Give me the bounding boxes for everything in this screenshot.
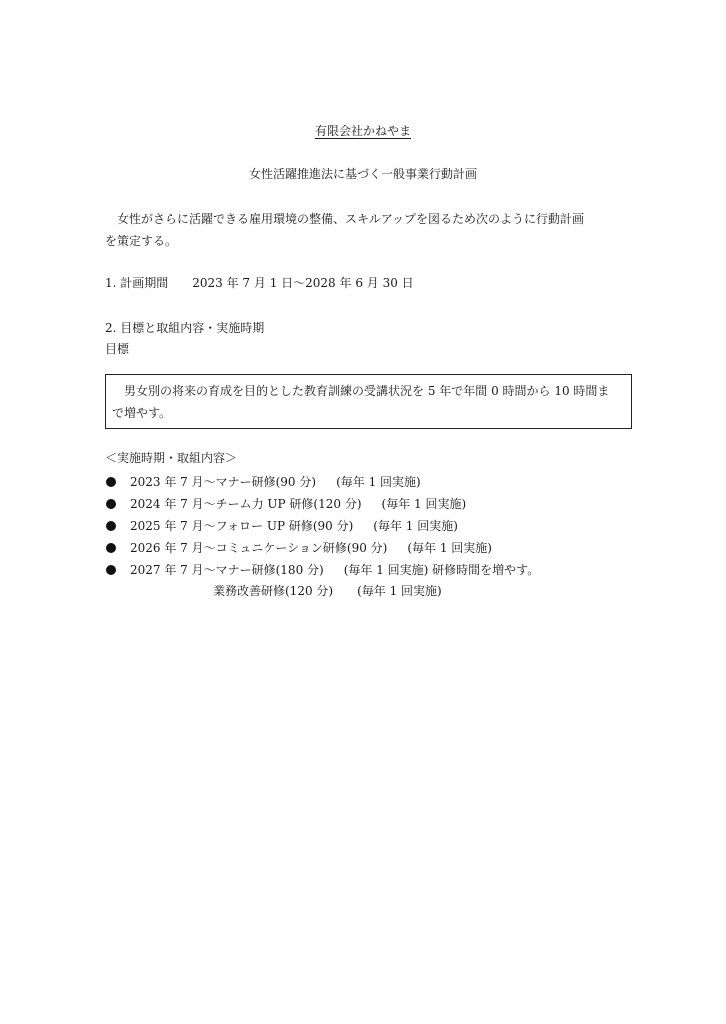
bullet-icon	[106, 543, 116, 553]
goal-box	[105, 374, 632, 429]
item-frequency: (毎年 1 回実施)	[373, 519, 458, 533]
bullet-icon	[106, 477, 116, 487]
item-text: 2024 年 7 月～チーム力 UP 研修(120 分)	[130, 497, 362, 511]
section-plan-period	[105, 275, 414, 291]
plan-period-value: 2023 年 7 月 1 日～2028 年 6 月 30 日	[192, 276, 414, 290]
bullet-icon	[106, 499, 116, 509]
list-item	[105, 559, 539, 581]
item-frequency: (毎年 1 回実施)	[343, 563, 429, 577]
intro-paragraph	[105, 208, 635, 252]
company-name	[0, 123, 726, 139]
implementation-list	[105, 471, 539, 581]
section-2-label: 2. 目標と取組内容・実施時期	[105, 321, 265, 335]
list-item	[105, 515, 539, 537]
item-frequency: (毎年 1 回実施)	[407, 541, 492, 555]
item-text: 2023 年 7 月～マナー研修(90 分)	[130, 475, 317, 489]
section-2-sublabel: 目標	[105, 342, 130, 356]
extra-frequency: (毎年 1 回実施)	[357, 584, 442, 598]
extra-training-line	[213, 583, 442, 599]
item-frequency: (毎年 1 回実施)	[336, 475, 421, 489]
goal-line-2: で増やす。	[112, 406, 172, 420]
bullet-icon	[106, 565, 116, 575]
goal-line-1: 男女別の将来の育成を目的とした教育訓練の受講状況を 5 年で年間 0 時間から 10 時間ま	[124, 384, 610, 398]
intro-line-1: 女性がさらに活躍できる雇用環境の整備、スキルアップを図るため次のように行動計画	[117, 212, 585, 226]
item-text: 2026 年 7 月～コミュニケーション研修(90 分)	[130, 541, 388, 555]
list-item	[105, 537, 539, 559]
company-name-text: 有限会社かねやま	[314, 124, 411, 138]
item-text: 2027 年 7 月～マナー研修(180 分)	[130, 563, 324, 577]
item-note: 研修時間を増やす。	[432, 563, 540, 577]
document-title: 女性活躍推進法に基づく一般事業行動計画	[248, 167, 477, 181]
implementation-header: ＜実施時期・取組内容＞	[105, 451, 238, 465]
list-item	[105, 471, 539, 493]
intro-line-2: を策定する。	[105, 234, 178, 248]
item-frequency: (毎年 1 回実施)	[381, 497, 467, 511]
section-1-label: 1. 計画期間	[105, 276, 169, 290]
item-text: 2025 年 7 月～フォロー UP 研修(90 分)	[130, 519, 354, 533]
bullet-icon	[106, 521, 116, 531]
extra-text: 業務改善研修(120 分)	[213, 584, 334, 598]
list-item	[105, 493, 539, 515]
